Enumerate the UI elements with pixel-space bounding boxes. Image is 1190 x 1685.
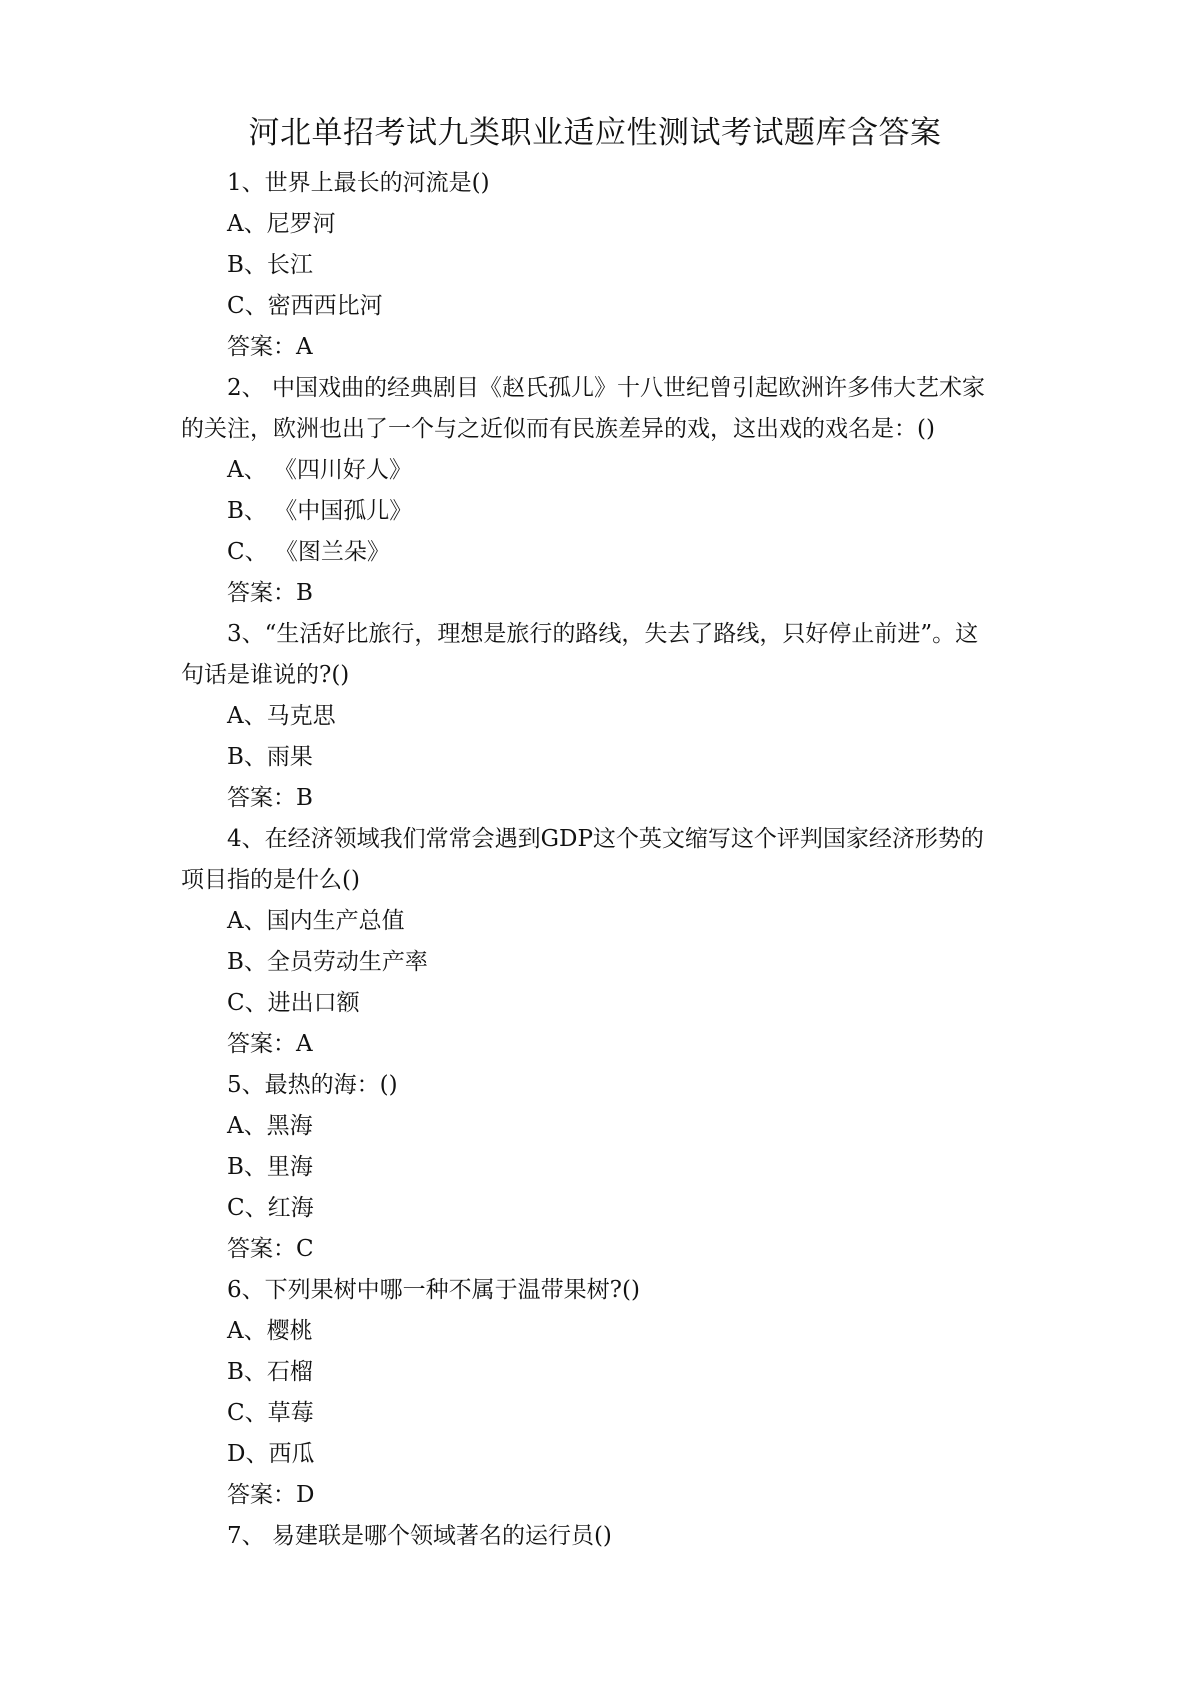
- answer-option: A、 《四川好人》: [227, 457, 412, 483]
- answer-option: D、西瓜: [227, 1441, 315, 1467]
- question-text-continuation: 的关注，欧洲也出了一个与之近似而有民族差异的戏，这出戏的戏名是：(): [181, 416, 935, 442]
- question-text-continuation: 项目指的是什么(): [181, 867, 360, 893]
- answer-option: A、国内生产总值: [227, 908, 405, 934]
- document-title: 河北单招考试九类职业适应性测试考试题库含答案: [248, 115, 942, 151]
- answer-option: B、石榴: [227, 1359, 313, 1385]
- answer-option: A、马克思: [227, 703, 336, 729]
- answer-key: 答案：A: [227, 334, 313, 360]
- answer-option: C、进出口额: [227, 990, 360, 1016]
- answer-key: 答案：C: [227, 1236, 314, 1262]
- answer-key: 答案：B: [227, 785, 313, 811]
- answer-option: C、密西西比河: [227, 293, 383, 319]
- answer-key: 答案：A: [227, 1031, 313, 1057]
- answer-key: 答案：B: [227, 580, 313, 606]
- question-text: 7、 易建联是哪个领域著名的运行员(): [227, 1523, 612, 1549]
- answer-option: A、黑海: [227, 1113, 313, 1139]
- answer-option: C、 《图兰朵》: [227, 539, 390, 565]
- answer-option: B、里海: [227, 1154, 313, 1180]
- answer-option: B、全员劳动生产率: [227, 949, 428, 975]
- question-text: 6、下列果树中哪一种不属于温带果树?(): [227, 1277, 640, 1303]
- question-text: 1、世界上最长的河流是(): [227, 170, 490, 196]
- answer-option: B、雨果: [227, 744, 313, 770]
- answer-option: B、 《中国孤儿》: [227, 498, 413, 524]
- question-text: 5、最热的海：(): [227, 1072, 398, 1098]
- question-list: [181, 163, 1013, 1557]
- answer-option: C、草莓: [227, 1400, 314, 1426]
- answer-option: C、红海: [227, 1195, 314, 1221]
- answer-key: 答案：D: [227, 1482, 315, 1508]
- answer-option: B、长江: [227, 252, 313, 278]
- answer-option: A、樱桃: [227, 1318, 313, 1344]
- question-text-continuation: 句话是谁说的?(): [181, 662, 350, 688]
- question-text: 3、“生活好比旅行，理想是旅行的路线，失去了路线，只好停止前进”。这: [227, 621, 979, 647]
- question-text: 4、在经济领域我们常常会遇到GDP这个英文缩写这个评判国家经济形势的: [227, 826, 984, 852]
- question-text: 2、 中国戏曲的经典剧目《赵氏孤儿》十八世纪曾引起欧洲许多伟大艺术家: [227, 375, 985, 401]
- answer-option: A、尼罗河: [227, 211, 336, 237]
